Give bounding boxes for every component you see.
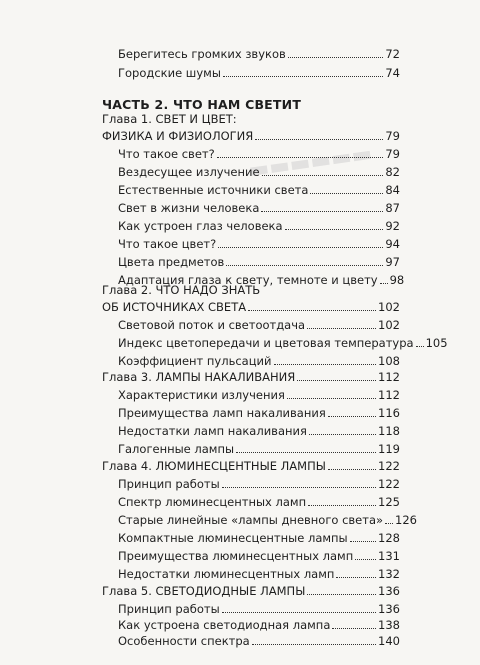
dot-leader xyxy=(222,487,376,488)
toc-entry xyxy=(118,507,417,527)
chapter-page: 79 xyxy=(385,129,400,143)
dot-leader xyxy=(255,139,383,140)
entry-page: 140 xyxy=(378,634,400,648)
entry-page: 102 xyxy=(378,318,400,332)
toc-entry xyxy=(118,213,400,233)
toc-entry xyxy=(118,177,400,197)
chapter-title: Глава 4. ЛЮМИНЕСЦЕНТНЫЕ ЛАМПЫ xyxy=(102,459,326,473)
chapter-page: 102 xyxy=(378,300,400,314)
dot-leader xyxy=(248,310,376,311)
toc-entry xyxy=(118,231,400,251)
chapter-5-heading xyxy=(102,578,400,598)
chapter-page: 122 xyxy=(378,459,400,473)
entry-page: 126 xyxy=(395,513,417,527)
entry-title: Недостатки люминесцентных ламп xyxy=(118,567,335,581)
dot-leader xyxy=(355,559,376,560)
chapter-title: Глава 5. СВЕТОДИОДНЫЕ ЛАМПЫ xyxy=(102,584,306,598)
entry-title: Световой поток и светоотдача xyxy=(118,318,306,332)
entry-page: 119 xyxy=(378,442,400,456)
toc-entry xyxy=(118,525,400,545)
chapter-4-heading xyxy=(102,453,400,473)
dot-leader xyxy=(350,541,376,542)
entry-page: 98 xyxy=(389,273,405,287)
entry-title: Недостатки ламп накаливания xyxy=(118,424,307,438)
dot-leader xyxy=(287,398,376,399)
toc-entry xyxy=(118,159,400,179)
dot-leader xyxy=(217,157,384,158)
part-title: ЧАСТЬ 2. ЧТО НАМ СВЕТИТ xyxy=(102,97,302,112)
entry-page: 132 xyxy=(378,567,400,581)
entry-page: 97 xyxy=(385,255,400,269)
entry-page: 116 xyxy=(378,406,400,420)
entry-page: 92 xyxy=(385,219,400,233)
entry-title: Берегитесь громких звуков xyxy=(118,47,286,61)
dot-leader xyxy=(309,434,376,435)
dot-leader xyxy=(262,175,384,176)
dot-leader xyxy=(385,523,393,524)
entry-title: Старые линейные «лампы дневного света» xyxy=(118,513,384,527)
show-through-shadow: ▬▬▬▬▬▬ xyxy=(246,141,374,184)
dot-leader xyxy=(223,76,383,77)
chapter-3-heading xyxy=(102,364,400,384)
entry-page: 87 xyxy=(385,201,400,215)
entry-title: Естественные источники света xyxy=(118,183,309,197)
entry-title: Вездесущее излучение xyxy=(118,165,260,179)
dot-leader xyxy=(308,505,376,506)
entry-title: Свет в жизни человека xyxy=(118,201,260,215)
entry-page: 74 xyxy=(385,66,400,80)
dot-leader xyxy=(226,265,383,266)
dot-leader xyxy=(328,469,376,470)
toc-entry xyxy=(118,543,400,563)
toc-entry-last xyxy=(118,628,400,648)
entry-page: 122 xyxy=(378,477,400,491)
entry-page: 108 xyxy=(378,354,400,368)
entry-title: Преимущества ламп накаливания xyxy=(118,406,326,420)
dot-leader xyxy=(307,328,376,329)
toc-entry xyxy=(118,382,400,402)
entry-title: Компактные люминесцентные лампы xyxy=(118,531,348,545)
entry-page: 136 xyxy=(378,602,400,616)
entry-page: 128 xyxy=(378,531,400,545)
toc-entry xyxy=(118,418,400,438)
entry-title: Принцип работы xyxy=(118,477,220,491)
dot-leader xyxy=(285,229,384,230)
entry-page: 125 xyxy=(378,495,400,509)
toc-entry xyxy=(118,195,400,215)
chapter-title: ОБ ИСТОЧНИКАХ СВЕТА xyxy=(102,300,247,314)
entry-page: 131 xyxy=(378,549,400,563)
dot-leader xyxy=(310,193,383,194)
chapter-2-heading: Глава 2. ЧТО НАДО ЗНАТЬ xyxy=(102,283,261,297)
dot-leader xyxy=(218,247,383,248)
entry-title: Индекс цветопередачи и цветовая температура xyxy=(118,336,414,350)
entry-title: Спектр люминесцентных ламп xyxy=(118,495,307,509)
entry-title: Как устроена светодиодная лампа xyxy=(118,618,331,632)
dot-leader xyxy=(297,380,376,381)
chapter-page: 112 xyxy=(378,370,400,384)
chapter-2-heading-line2 xyxy=(102,294,400,314)
toc-entry xyxy=(118,400,400,420)
entry-title: Галогенные лампы xyxy=(118,442,235,456)
entry-title: Характеристики излучения xyxy=(118,388,285,402)
entry-page: 82 xyxy=(385,165,400,179)
entry-title: Особенности спектра xyxy=(118,634,250,648)
entry-title: Городские шумы xyxy=(118,66,221,80)
toc-entry xyxy=(118,249,400,269)
dot-leader xyxy=(380,283,388,284)
chapter-1-heading: Глава 1. СВЕТ И ЦВЕТ: xyxy=(102,112,237,126)
chapter-page: 136 xyxy=(378,584,400,598)
entry-title: Принцип работы xyxy=(118,602,220,616)
entry-page: 72 xyxy=(385,47,400,61)
entry-title: Что такое свет? xyxy=(118,147,215,161)
entry-page: 84 xyxy=(385,183,400,197)
toc-entry xyxy=(118,60,400,80)
toc-entry xyxy=(118,330,448,350)
chapter-title: Глава 3. ЛАМПЫ НАКАЛИВАНИЯ xyxy=(102,370,296,384)
dot-leader xyxy=(261,211,383,212)
toc-entry xyxy=(118,312,400,332)
entry-page: 118 xyxy=(378,424,400,438)
entry-title: Коэффициент пульсаций xyxy=(118,354,272,368)
toc-entry xyxy=(118,489,400,509)
entry-page: 138 xyxy=(378,618,400,632)
entry-page: 105 xyxy=(425,336,448,350)
entry-page: 112 xyxy=(378,388,400,402)
entry-title: Адаптация глаза к свету, темноте и цвету xyxy=(118,273,378,287)
entry-page: 79 xyxy=(385,147,400,161)
entry-title: Что такое цвет? xyxy=(118,237,217,251)
dot-leader xyxy=(416,346,424,347)
dot-leader xyxy=(328,416,376,417)
entry-title: Цвета предметов xyxy=(118,255,225,269)
toc-entry xyxy=(118,471,400,491)
chapter-1-heading-line2 xyxy=(102,123,400,143)
toc-entry xyxy=(118,141,400,161)
dot-leader xyxy=(307,594,376,595)
entry-title: Как устроен глаз человека xyxy=(118,219,283,233)
toc-entry xyxy=(118,41,400,61)
dot-leader xyxy=(288,57,384,58)
chapter-title: ФИЗИКА И ФИЗИОЛОГИЯ xyxy=(102,129,254,143)
entry-title: Преимущества люминесцентных ламп xyxy=(118,549,354,563)
entry-page: 94 xyxy=(385,237,400,251)
